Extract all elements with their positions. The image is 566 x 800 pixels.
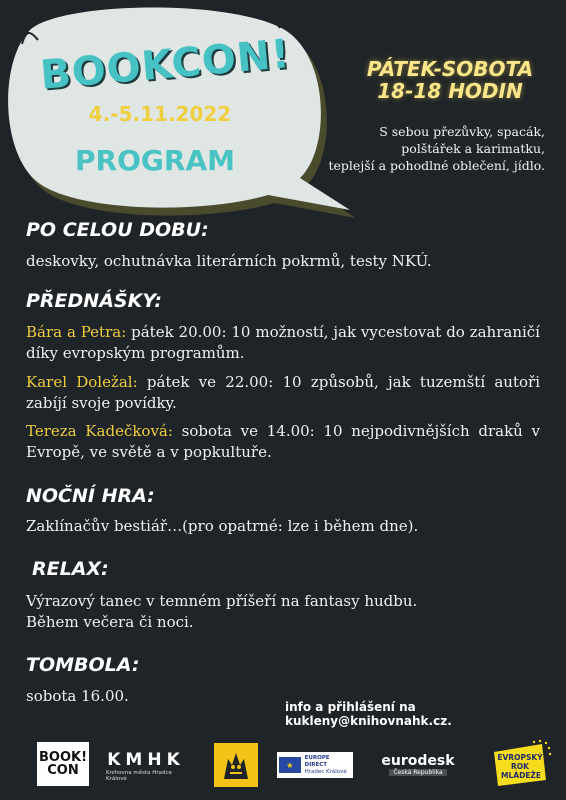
days-line: PÁTEK-SOBOTA bbox=[366, 57, 534, 81]
heading-night-game: NOČNÍ HRA: bbox=[26, 485, 155, 507]
lecture-text: sobota ve 14.00: 10 nejpodivnějších draků v Evropě, ve světě a v popkultuře. bbox=[26, 422, 540, 461]
heading-lectures: PŘEDNÁŠKY: bbox=[26, 290, 163, 312]
heading-relax: RELAX: bbox=[32, 558, 109, 580]
europe-direct-subtitle: Hradec Králové bbox=[304, 768, 347, 775]
lecture-text: pátek ve 22.00: 10 způsobů, jak tuzemští autoři zabíjí svoje povídky. bbox=[26, 373, 540, 412]
bring-line: S sebou přezůvky, spacák, bbox=[379, 124, 545, 139]
eu-flag-icon: ★ bbox=[279, 757, 301, 773]
hours-line: 18-18 HODIN bbox=[377, 79, 523, 103]
relax-line: Výrazový tanec v temném příšeří na fantasy hudbu. bbox=[26, 592, 418, 610]
kmhk-logo bbox=[106, 748, 186, 784]
relax-line: Během večera či noci. bbox=[26, 613, 194, 631]
lecture-item bbox=[26, 421, 540, 463]
creature-icon bbox=[216, 745, 256, 785]
lecture-item bbox=[26, 322, 540, 364]
lecture-speaker: Tereza Kadečková: bbox=[26, 422, 173, 440]
bookicon-logo-text: BOOK! bbox=[38, 750, 87, 765]
kmhk-logo-title: KMHK bbox=[107, 750, 185, 770]
bookicon-logo bbox=[37, 742, 89, 786]
tombola-text: sobota 16.00. bbox=[26, 687, 129, 705]
eurodesk-logo bbox=[379, 750, 457, 778]
youth-year-line: EVROPSKÝ bbox=[497, 753, 543, 762]
relax-text bbox=[26, 591, 540, 633]
youth-year-line: MLÁDEŽE bbox=[501, 771, 541, 780]
kmhk-logo-subtitle: Knihovna města Hradce Králové bbox=[106, 770, 172, 782]
lecture-text: pátek 20.00: 10 možností, jak vycestovat do zahraničí díky evropským programům. bbox=[26, 323, 540, 362]
heading-tombola: TOMBOLA: bbox=[26, 654, 140, 676]
night-game-text: Zaklínačův bestiář…(pro opatrné: lze i během dne). bbox=[26, 517, 419, 535]
heading-all-time: PO CELOU DOBU: bbox=[26, 219, 209, 241]
europe-direct-title: EUROPE DIRECT bbox=[304, 754, 330, 768]
bookicon-logo-text: CON bbox=[47, 763, 79, 778]
europe-direct-logo bbox=[277, 752, 353, 778]
all-time-text: deskovky, ochutnávka literárních pokrmů, testy NKÚ. bbox=[26, 252, 432, 270]
bring-line: polštářek a karimatku, bbox=[401, 141, 545, 156]
contact-info: info a přihlášení na kukleny@knihovnahk.cz. bbox=[285, 700, 452, 728]
days-hours bbox=[350, 58, 550, 102]
youth-year-logo bbox=[490, 738, 552, 790]
youth-year-line: ROK bbox=[511, 762, 529, 771]
event-title: BOOKCON! bbox=[38, 31, 293, 99]
lecture-speaker: Bára a Petra: bbox=[26, 323, 127, 341]
beast-logo bbox=[214, 743, 258, 787]
youth-year-badge-icon bbox=[490, 738, 552, 790]
lecture-item bbox=[26, 372, 540, 414]
event-dates: 4.-5.11.2022 bbox=[88, 102, 232, 126]
eurodesk-title: eurodesk bbox=[381, 752, 455, 769]
eurodesk-subtitle: Česká Republika bbox=[389, 769, 446, 776]
lecture-speaker: Karel Doležal: bbox=[26, 373, 138, 391]
bring-list bbox=[290, 123, 545, 174]
bring-line: teplejší a pohodlné oblečení, jídlo. bbox=[328, 158, 545, 173]
program-label: PROGRAM bbox=[75, 144, 235, 177]
